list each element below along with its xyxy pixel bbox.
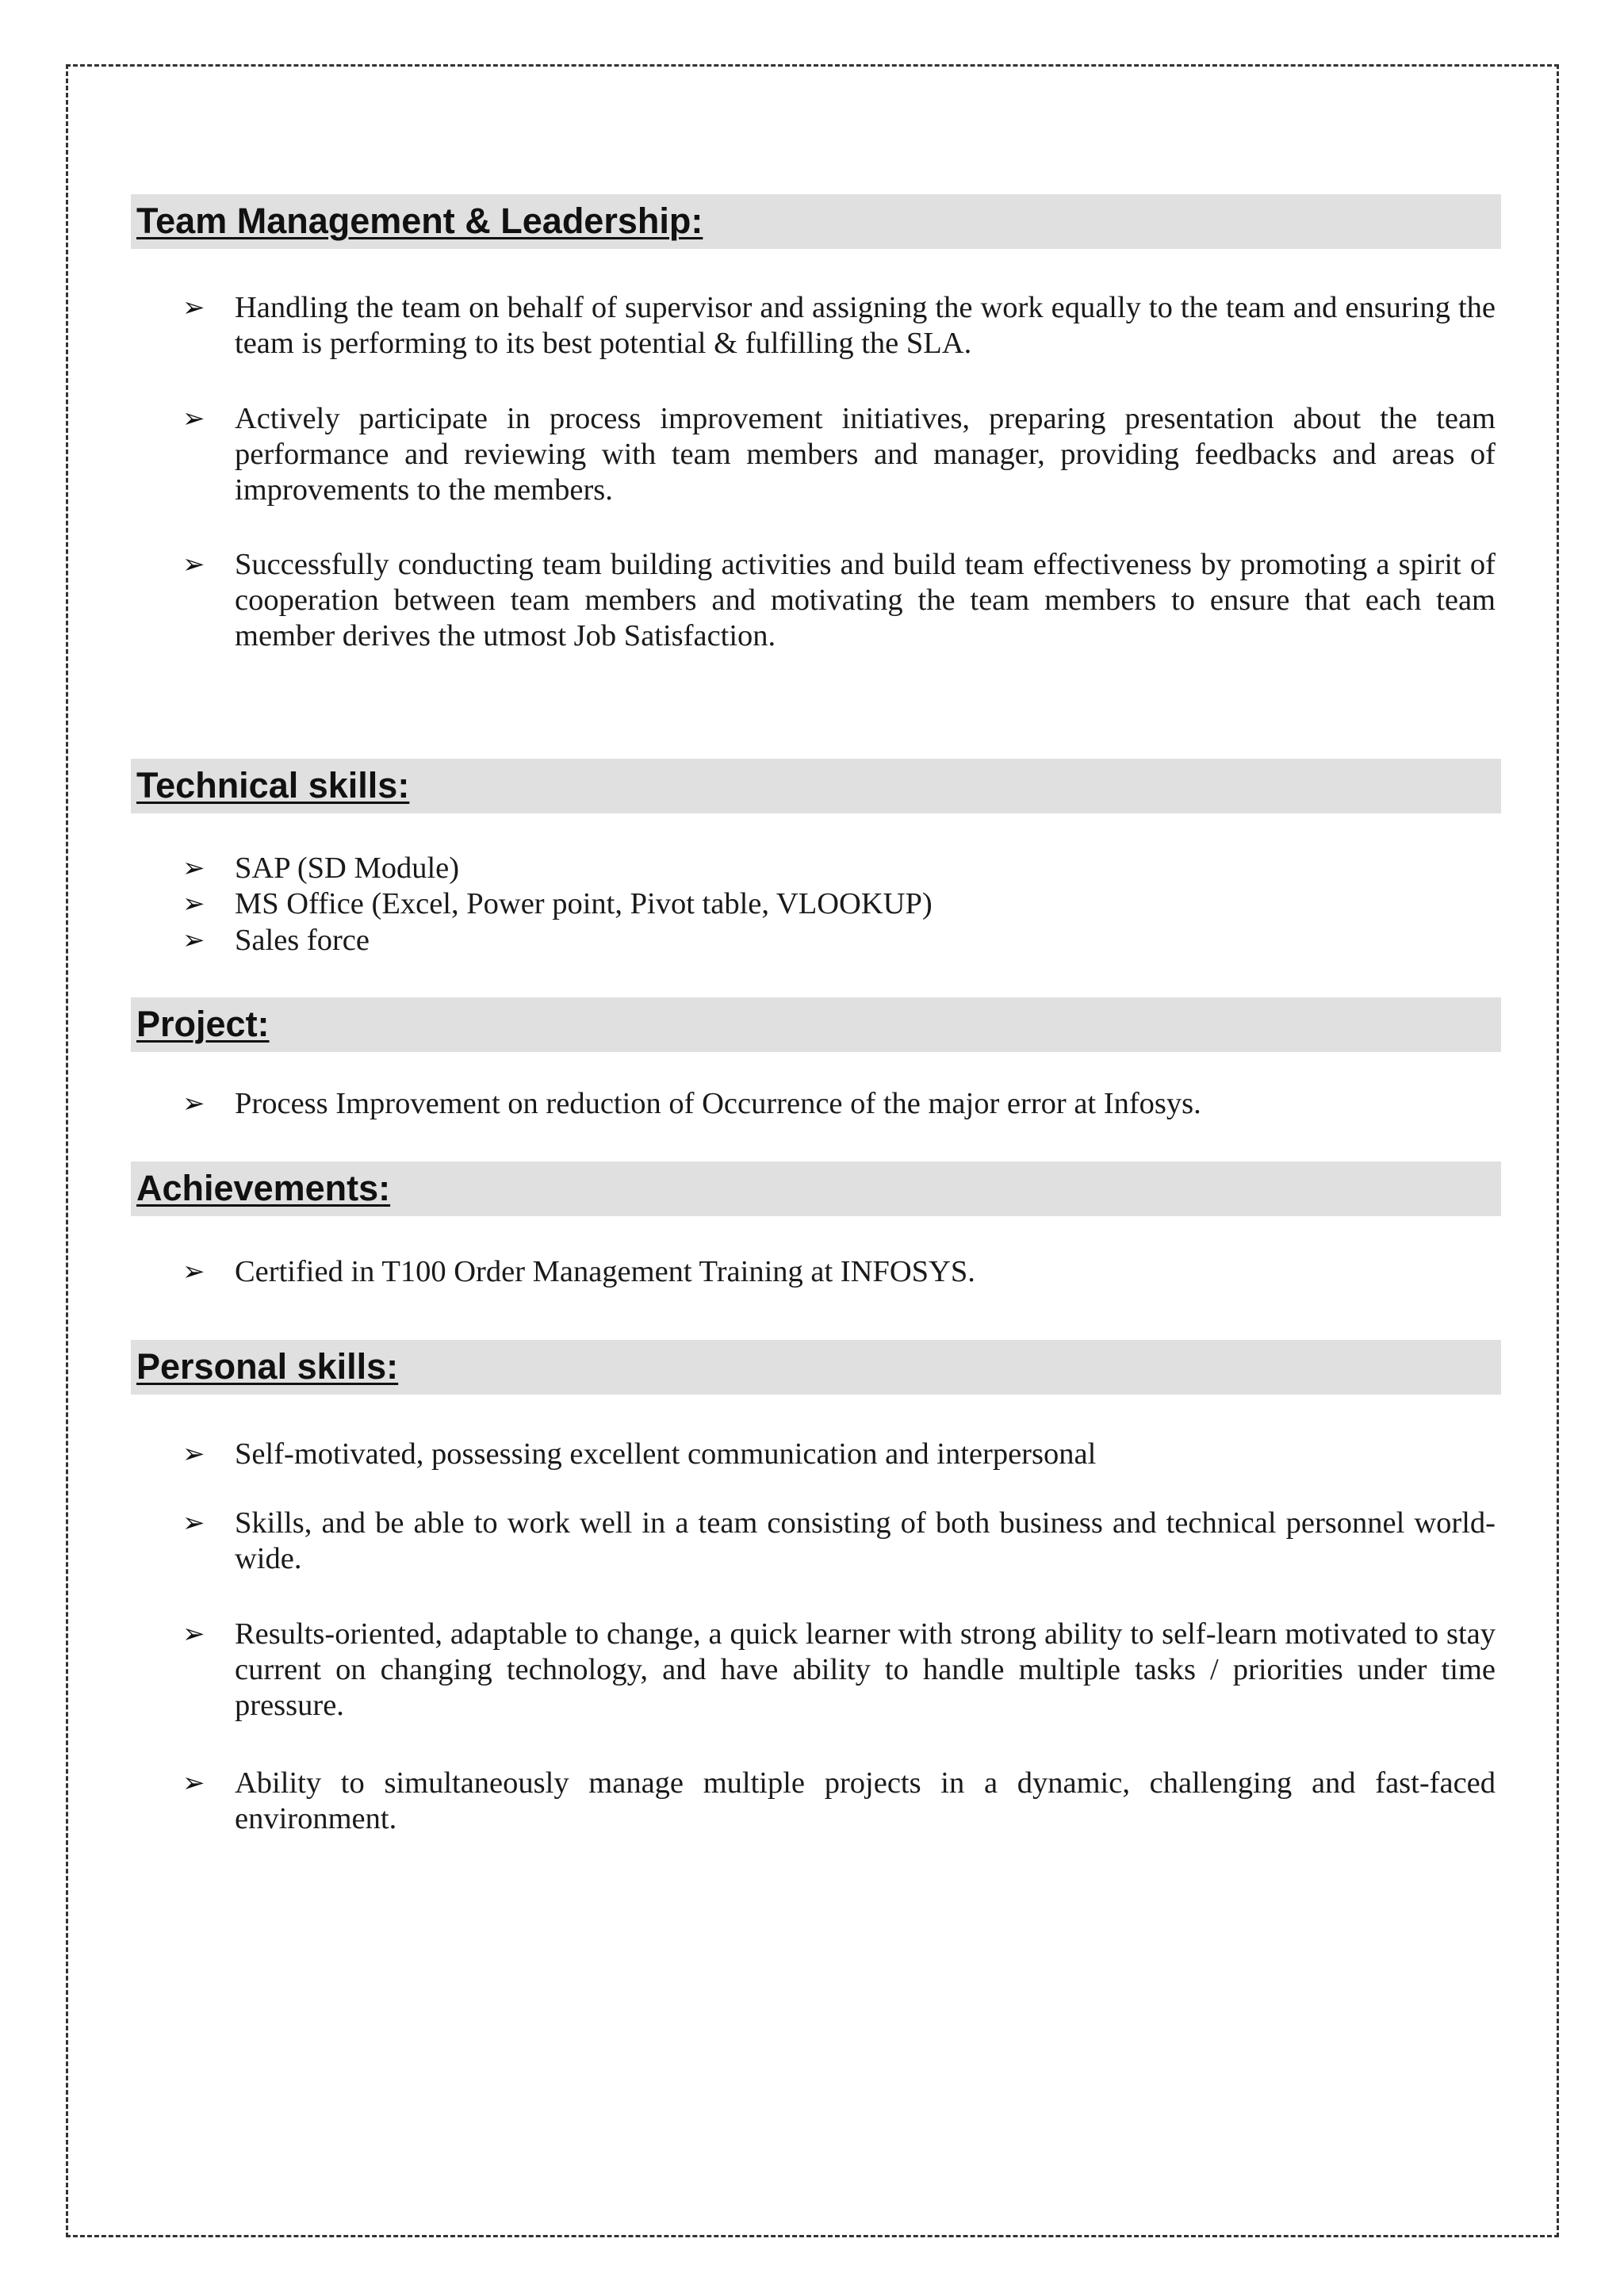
list-item-text: Actively participate in process improvement initiatives, preparing presentation about the team performance and reviewing with team members and manager, providing feedbacks and areas of improvements to the members. <box>235 402 1496 507</box>
section-title: Achievements: <box>136 1168 391 1208</box>
arrow-bullet-icon: ➢ <box>182 1618 205 1650</box>
list-item-text: Sales force <box>235 924 370 957</box>
section-header-team-management <box>131 194 1501 249</box>
section-header-project <box>131 997 1501 1052</box>
arrow-bullet-icon: ➢ <box>182 924 205 956</box>
list-item-text: Self-motivated, possessing excellent communication and interpersonal <box>235 1437 1097 1471</box>
arrow-bullet-icon: ➢ <box>182 1438 205 1470</box>
list-item-text: Ability to simultaneously manage multiple projects in a dynamic, challenging and fast-faced environment. <box>235 1766 1496 1835</box>
section-title: Team Management & Leadership: <box>136 201 703 241</box>
list-item-text: Skills, and be able to work well in a team consisting of both business and technical personnel world-wide. <box>235 1506 1496 1575</box>
section-header-personal-skills <box>131 1340 1501 1395</box>
list-item-text: Results-oriented, adaptable to change, a quick learner with strong ability to self-learn motivated to stay current on changing technology, and have ability to handle multiple tasks / priorities under time pressure. <box>235 1617 1496 1722</box>
arrow-bullet-icon: ➢ <box>182 549 205 580</box>
list-item-text: Process Improvement on reduction of Occurrence of the major error at Infosys. <box>235 1087 1201 1120</box>
arrow-bullet-icon: ➢ <box>182 1507 205 1539</box>
list-item-text: SAP (SD Module) <box>235 851 460 885</box>
section-title: Personal skills: <box>136 1346 399 1387</box>
list-item-text: MS Office (Excel, Power point, Pivot table, VLOOKUP) <box>235 887 933 920</box>
arrow-bullet-icon: ➢ <box>182 852 205 884</box>
arrow-bullet-icon: ➢ <box>182 403 205 434</box>
arrow-bullet-icon: ➢ <box>182 1256 205 1288</box>
page-border <box>66 64 1559 2237</box>
arrow-bullet-icon: ➢ <box>182 1088 205 1119</box>
section-header-achievements <box>131 1161 1501 1216</box>
section-header-technical-skills <box>131 759 1501 813</box>
section-title: Technical skills: <box>136 765 410 806</box>
arrow-bullet-icon: ➢ <box>182 292 205 323</box>
list-item-text: Certified in T100 Order Management Training at INFOSYS. <box>235 1255 975 1288</box>
list-item-text: Handling the team on behalf of supervisor and assigning the work equally to the team and ensuring the team is performing to its best potential & fulfilling the SLA. <box>235 291 1496 360</box>
section-title: Project: <box>136 1004 270 1044</box>
arrow-bullet-icon: ➢ <box>182 1767 205 1799</box>
list-item-text: Successfully conducting team building activities and build team effectiveness by promoting a spirit of cooperation between team members and motivating the team members to ensure that each team member derives the utmost Job Satisfaction. <box>235 548 1496 652</box>
arrow-bullet-icon: ➢ <box>182 888 205 920</box>
